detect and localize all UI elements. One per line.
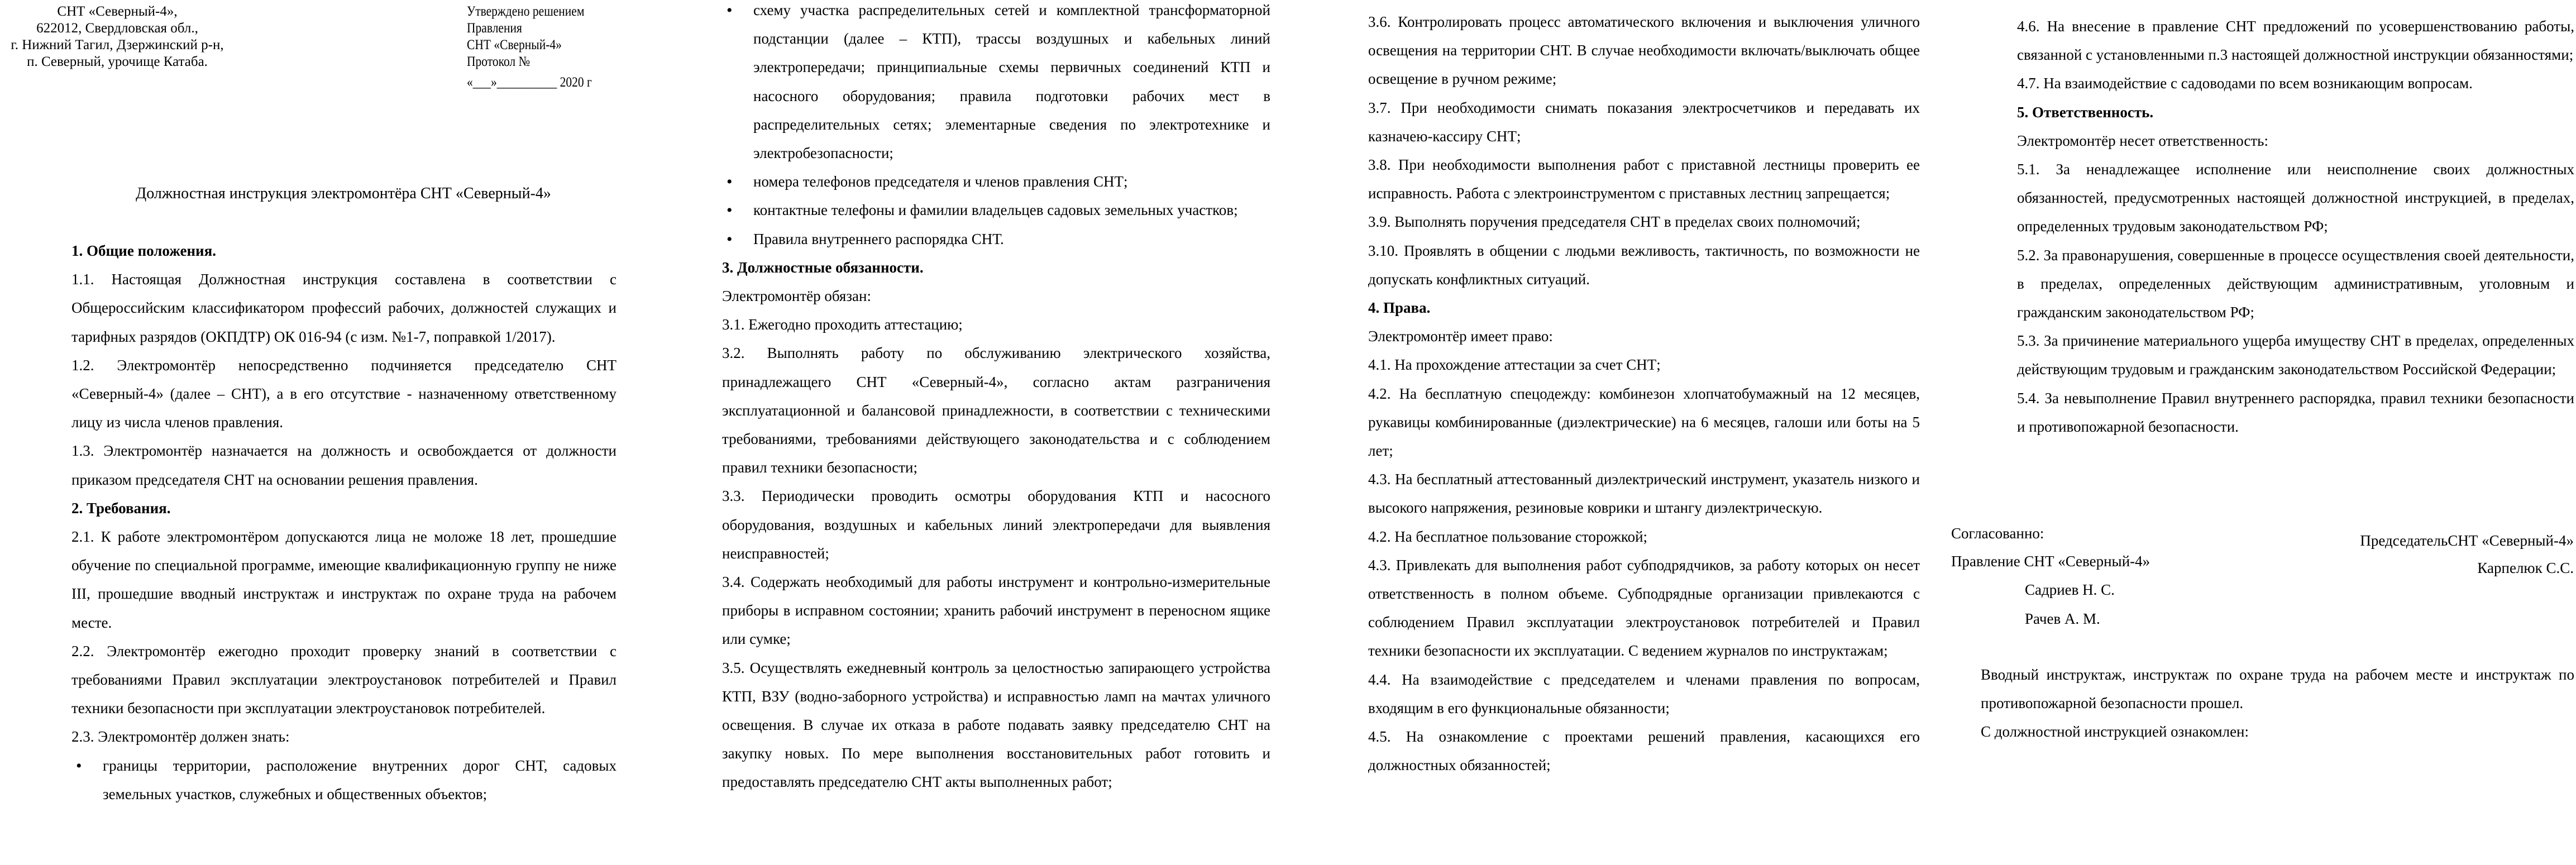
section-heading: 1. Общие положения. — [71, 242, 216, 259]
right-item: 4.2. На бесплатную спецодежду: комбинезон хлопчатобумажный на 12 месяцев, рукавицы комбинированные (диэлектрические) на 6 месяцев, галоши или боты на 5 лет; — [1368, 385, 1920, 460]
approval-line: Правления — [467, 21, 522, 36]
board-member-name: Садриев Н. С. — [2025, 581, 2115, 598]
bullet-item: • номера телефонов председателя и членов правления СНТ; — [722, 168, 1270, 196]
paragraph: 1.3. Электромонтёр назначается на должность и освобождается от должности приказом председателя СНТ на основании решения правления. — [71, 442, 616, 488]
bullet-item: • схему участка распределительных сетей и комплектной трансформаторной подстанции (далее – КТП), трассы воздушных и кабельных линий электропередачи; принципиальные схемы первичных соединений КТП и насосного оборудования; правила подготовки рабочих мест в распределительных сетях; элементарные сведения по электротехнике и электробезопасности; — [722, 0, 1270, 168]
section-heading: 5. Ответственность. — [2017, 103, 2154, 121]
paragraph: 2.2. Электромонтёр ежегодно проходит проверку знаний в соответствии с требованиями Правил эксплуатации электроустановок потребителей и Правил техники безопасности при эксплуатации электроустановок потребителей. — [71, 642, 616, 717]
right-item: 4.4. На взаимодействие с председателем и членами правления по вопросам, входящим в его функциональные обязанности; — [1368, 671, 1920, 716]
right-item: 4.2. На бесплатное пользование сторожкой; — [1368, 528, 1648, 545]
page-3-body — [1368, 8, 1920, 780]
duty-item: 3.2. Выполнять работу по обслуживанию электрического хозяйства, принадлежащего СНТ «Северный-4», согласно актам разграничения эксплуатационной и балансовой принадлежности, в соответствии с техническими требованиями, требованиями действующего законодательства и с соблюдением правил техники безопасности; — [722, 345, 1270, 476]
paragraph: 2.3. Электромонтёр должен знать: — [71, 728, 290, 745]
bullet-item: • Правила внутреннего распорядка СНТ. — [722, 225, 1270, 254]
footer-briefing — [1981, 661, 2574, 747]
paragraph: 1.2. Электромонтёр непосредственно подчиняется председателю СНТ «Северный-4» (далее – СНТ), а в его отсутствие - назначенному ответственному лицу из числа членов правления. — [71, 356, 616, 431]
chairman-label: ПредседательСНТ «Северный-4» — [2360, 532, 2574, 549]
org-line: СНТ «Северный-4», — [57, 4, 178, 19]
org-line: г. Нижний Тагил, Дзержинский р-н, — [11, 37, 224, 52]
responsibility-item: 5.2. За правонарушения, совершенные в процессе осуществления своей деятельности, в пределах, определенных действующим административным, уголовным и гражданским законодательством РФ; — [2017, 246, 2574, 321]
section-heading: 4. Права. — [1368, 299, 1431, 317]
document-title-text: Должностная инструкция электромонтёра СНТ «Северный-4» — [136, 185, 551, 202]
bullet-item: • границы территории, расположение внутренних дорог СНТ, садовых земельных участков, служебных и общественных объектов; — [71, 752, 616, 809]
right-item: 4.3. На бесплатный аттестованный диэлектрический инструмент, указатель низкого и высокого напряжения, резиновые коврики и штангу диэлектрическую. — [1368, 471, 1920, 517]
board-label: Правление СНТ «Северный-4» — [1951, 553, 2150, 570]
board-member-name: Рачев А. М. — [2025, 610, 2100, 627]
paragraph: Электромонтёр обязан: — [722, 288, 871, 305]
duty-item: 3.8. При необходимости выполнения работ с приставной лестницы проверить ее исправность. Работа с электроинструментом с приставных лестниц запрещается; — [1368, 156, 1920, 202]
right-item: 4.7. На взаимодействие с садоводами по всем возникающим вопросам. — [2017, 75, 2473, 92]
document-title — [0, 184, 687, 203]
page-4-body — [2017, 12, 2574, 441]
approval-line: СНТ «Сверный-4» — [467, 37, 562, 52]
agreed-label: Согласованно: — [1951, 525, 2044, 542]
approval-date-line: «___»__________ 2020 г — [467, 75, 592, 90]
paragraph: 1.1. Настоящая Должностная инструкция составлена в соответствии с Общероссийским классификатором профессий рабочих, должностей служащих и тарифных разрядов (ОКПДТР) ОК 016-94 (с изм. №1-7, поправкой 1/2017). — [71, 271, 616, 345]
section-heading: 3. Должностные обязанности. — [722, 259, 924, 276]
approval-block — [467, 3, 612, 91]
approval-line: Утверждено решением — [467, 4, 585, 19]
paragraph: Электромонтёр несет ответственность: — [2017, 132, 2268, 149]
organization-address — [0, 3, 235, 70]
right-item: 4.6. На внесение в правление СНТ предложений по усовершенствованию работы, связанной с установленными п.3 настоящей должностной инструкции обязанностями; — [2017, 18, 2574, 64]
duty-item: 3.9. Выполнять поручения председателя СНТ в пределах своих полномочий; — [1368, 213, 1861, 231]
duty-item: 3.3. Периодически проводить осмотры оборудования КТП и насосного оборудования, воздушных и кабельных линий электропередачи для выявления неисправностей; — [722, 488, 1270, 562]
responsibility-item: 5.3. За причинение материального ущерба имуществу СНТ в пределах, определенных действующим трудовым и гражданским законодательством Российской Федерации; — [2017, 332, 2574, 378]
duty-item: 3.10. Проявлять в общении с людьми вежливость, тактичность, по возможности не допускать конфликтных ситуаций. — [1368, 242, 1920, 288]
paragraph: 2.1. К работе электромонтёром допускаются лица не моложе 18 лет, прошедшие обучение по специальной программе, имеющие квалификационную группу не ниже III, прошедшие вводный инструктаж и инструктаж по охране труда на рабочем месте. — [71, 528, 616, 631]
duty-item: 3.5. Осуществлять ежедневный контроль за целостностью запирающего устройства КТП, ВЗУ (водно-заборного устройства) и исправностью ламп на мачтах уличного освещения. В случае их отказа в работе подавать заявку председателю СНТ на закупку новых. По мере выполнения восстановительных работ готовить и предоставлять председателю СНТ акты выполненных работ; — [722, 659, 1270, 791]
approval-line: Протокол № — [467, 54, 531, 69]
briefing-statement: Вводный инструктаж, инструктаж по охране труда на рабочем месте и инструктаж по противопожарной безопасности прошел. — [1981, 666, 2574, 712]
page-2-body — [722, 0, 1270, 797]
right-item: 4.1. На прохождение аттестации за счет СНТ; — [1368, 356, 1661, 374]
page-1-body — [71, 237, 616, 809]
duty-item: 3.6. Контролировать процесс автоматического включения и выключения уличного освещения на территории СНТ. В случае необходимости включать/выключать общее освещение в ручном режиме; — [1368, 13, 1920, 88]
duty-item: 3.7. При необходимости снимать показания электросчетчиков и передавать их казначею-кассиру СНТ; — [1368, 99, 1920, 145]
duty-item: 3.4. Содержать необходимый для работы инструмент и контрольно-измерительные приборы в исправном состоянии; хранить рабочий инструмент в переносном ящике или сумке; — [722, 574, 1270, 648]
chairman-name: Карпелюк С.С. — [2477, 560, 2574, 576]
right-item: 4.5. На ознакомление с проектами решений правления, касающихся его должностных обязанностей; — [1368, 728, 1920, 774]
duty-item: 3.1. Ежегодно проходить аттестацию; — [722, 316, 963, 333]
right-item: 4.3. Привлекать для выполнения работ субподрядчиков, за работу которых он несет ответственность в полном объеме. Субподрядные организации привлекаются с соблюдением Правил эксплуатации электроустановок потребителей и Правил техники безопасности их эксплуатации. С ведением журналов по инструктажам; — [1368, 556, 1920, 659]
section-heading: 2. Требования. — [71, 499, 171, 517]
paragraph: Электромонтёр имеет право: — [1368, 328, 1553, 345]
org-line: 622012, Свердловская обл., — [36, 21, 198, 36]
acknowledged-statement: С должностной инструкцией ознакомлен: — [1981, 723, 2249, 740]
bullet-item: • контактные телефоны и фамилии владельцев садовых земельных участков; — [722, 196, 1270, 224]
org-line: п. Северный, урочище Катаба. — [27, 54, 208, 69]
responsibility-item: 5.4. За невыполнение Правил внутреннего распорядка, правил техники безопасности и противопожарной безопасности. — [2017, 389, 2574, 435]
responsibility-item: 5.1. За ненадлежащее исполнение или неисполнение своих должностных обязанностей, предусмотренных настоящей должностной инструкцией, в пределах, определенных трудовым законодательством РФ; — [2017, 161, 2574, 235]
